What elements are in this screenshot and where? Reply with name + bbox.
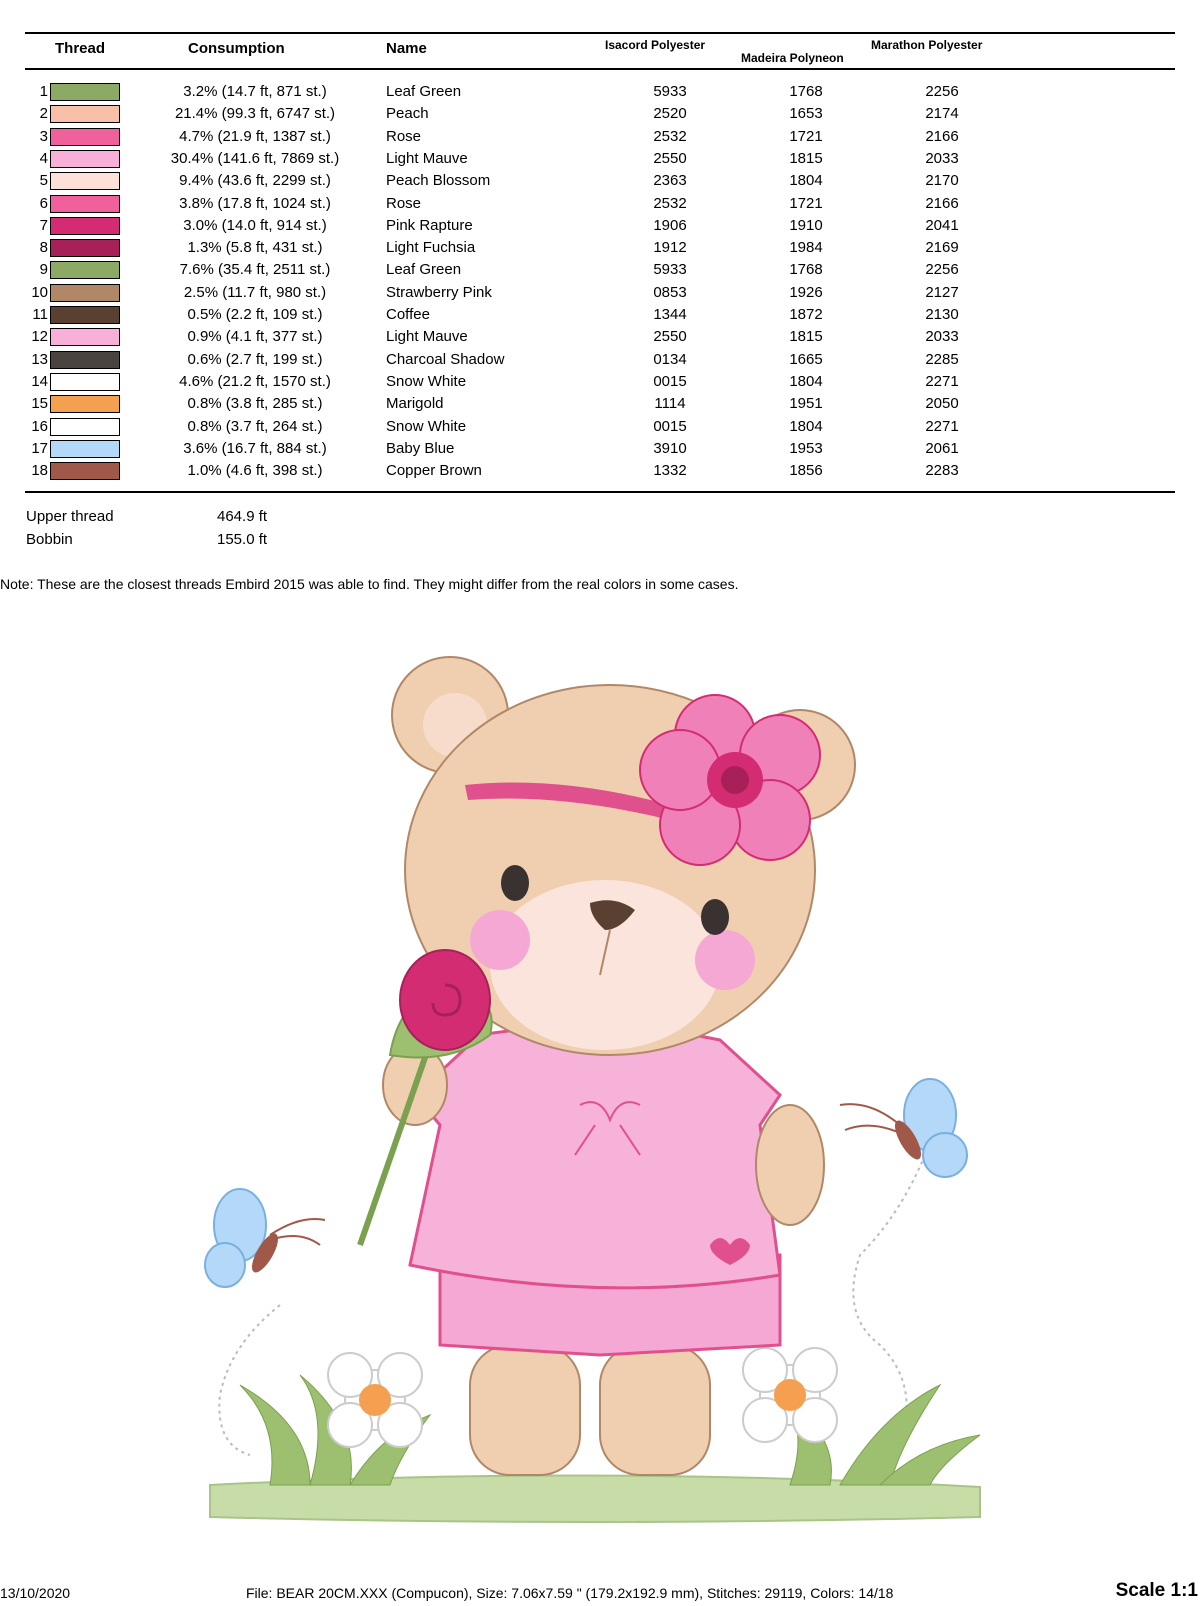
rose-bloom bbox=[400, 950, 490, 1050]
upper-thread-value: 464.9 ft bbox=[217, 508, 268, 525]
thread-name: Light Mauve bbox=[386, 149, 468, 167]
isacord-code: 1344 bbox=[653, 306, 687, 323]
thread-number: 3 bbox=[39, 127, 48, 145]
madeira-code: 1815 bbox=[789, 149, 823, 167]
thread-number: 13 bbox=[31, 350, 48, 368]
thread-number: 9 bbox=[39, 261, 48, 279]
isacord-code: 3910 bbox=[653, 439, 687, 457]
madeira-code: 1872 bbox=[789, 306, 823, 323]
thread-number: 12 bbox=[31, 328, 48, 346]
thread-number: 18 bbox=[31, 462, 48, 480]
thread-consumption: 2.5% (11.7 ft, 980 st.) bbox=[183, 283, 327, 301]
table-row bbox=[0, 171, 1200, 193]
isacord-code: 2550 bbox=[653, 149, 687, 167]
isacord-code: 0134 bbox=[653, 350, 687, 368]
marathon-code: 2256 bbox=[925, 83, 959, 100]
thread-name: Light Mauve bbox=[386, 328, 468, 346]
marathon-code: 2271 bbox=[925, 372, 959, 390]
daisy-right bbox=[743, 1348, 837, 1442]
marathon-code: 2033 bbox=[925, 149, 959, 167]
header-marathon: Marathon Polyester bbox=[871, 38, 983, 52]
madeira-code: 1768 bbox=[789, 83, 823, 100]
thread-consumption: 0.5% (2.2 ft, 109 st.) bbox=[187, 306, 323, 323]
thread-name: Light Fuchsia bbox=[386, 239, 476, 257]
thread-name: Peach bbox=[386, 105, 429, 123]
madeira-code: 1768 bbox=[789, 261, 823, 279]
thread-color-swatch bbox=[50, 418, 120, 436]
thread-number: 15 bbox=[31, 395, 48, 413]
header-madeira: Madeira Polyneon bbox=[741, 51, 844, 65]
marathon-code: 2166 bbox=[925, 127, 959, 145]
isacord-code: 2550 bbox=[653, 328, 687, 346]
header-name: Name bbox=[386, 40, 427, 57]
thread-number: 5 bbox=[39, 172, 48, 190]
footer-file-info: File: BEAR 20CM.XXX (Compucon), Size: 7.06x7.59 " (179.2x192.9 mm), Stitches: 29119, Colors: 14/18 bbox=[246, 1585, 894, 1601]
table-row bbox=[0, 417, 1200, 439]
table-row bbox=[0, 194, 1200, 216]
thread-name: Rose bbox=[386, 127, 422, 145]
thread-color-swatch bbox=[50, 373, 120, 391]
thread-consumption: 4.7% (21.9 ft, 1387 st.) bbox=[179, 127, 331, 145]
table-row bbox=[0, 260, 1200, 282]
madeira-code: 1665 bbox=[789, 350, 823, 368]
marathon-code: 2166 bbox=[925, 194, 959, 212]
marathon-code: 2169 bbox=[925, 239, 959, 257]
thread-color-swatch bbox=[50, 195, 120, 213]
butterfly-right bbox=[840, 1079, 967, 1177]
thread-name: Coffee bbox=[386, 306, 430, 323]
thread-number: 17 bbox=[31, 439, 48, 457]
thread-number: 10 bbox=[31, 283, 48, 301]
header-consumption: Consumption bbox=[188, 40, 285, 57]
thread-number: 6 bbox=[39, 194, 48, 212]
thread-name: Copper Brown bbox=[386, 462, 482, 480]
thread-number: 11 bbox=[32, 306, 48, 323]
madeira-code: 1984 bbox=[789, 239, 823, 257]
thread-name: Baby Blue bbox=[386, 439, 455, 457]
table-row bbox=[0, 82, 1200, 104]
isacord-code: 1332 bbox=[653, 462, 687, 480]
thread-name: Strawberry Pink bbox=[386, 283, 492, 301]
madeira-code: 1804 bbox=[789, 372, 823, 390]
thread-consumption: 30.4% (141.6 ft, 7869 st.) bbox=[170, 149, 340, 167]
thread-color-swatch bbox=[50, 261, 120, 279]
madeira-code: 1856 bbox=[789, 462, 823, 480]
marathon-code: 2033 bbox=[925, 328, 959, 346]
thread-color-swatch bbox=[50, 217, 120, 235]
table-row bbox=[0, 127, 1200, 149]
marathon-code: 2283 bbox=[925, 462, 959, 480]
madeira-code: 1910 bbox=[789, 216, 823, 234]
thread-number: 8 bbox=[39, 239, 48, 257]
thread-color-swatch bbox=[50, 462, 120, 480]
thread-consumption: 3.0% (14.0 ft, 914 st.) bbox=[183, 216, 327, 234]
bobbin-label: Bobbin bbox=[26, 531, 73, 548]
marathon-code: 2061 bbox=[925, 439, 959, 457]
bottom-rule bbox=[25, 491, 1175, 493]
madeira-code: 1804 bbox=[789, 417, 823, 435]
thread-number: 2 bbox=[39, 105, 48, 123]
thread-color-swatch bbox=[50, 306, 120, 324]
butterfly-left bbox=[205, 1189, 325, 1287]
marathon-code: 2174 bbox=[925, 105, 959, 123]
header-isacord: Isacord Polyester bbox=[605, 38, 706, 52]
madeira-code: 1804 bbox=[789, 172, 823, 190]
isacord-code: 2532 bbox=[653, 127, 687, 145]
thread-consumption: 0.6% (2.7 ft, 199 st.) bbox=[187, 350, 323, 368]
marathon-code: 2271 bbox=[925, 417, 959, 435]
table-row bbox=[0, 327, 1200, 349]
marathon-code: 2050 bbox=[925, 395, 959, 413]
thread-consumption: 9.4% (43.6 ft, 2299 st.) bbox=[179, 172, 331, 190]
madeira-code: 1815 bbox=[789, 328, 823, 346]
madeira-code: 1951 bbox=[789, 395, 823, 413]
isacord-code: 1912 bbox=[653, 239, 687, 257]
thread-name: Rose bbox=[386, 194, 422, 212]
footer-date: 13/10/2020 bbox=[0, 1585, 71, 1601]
table-row bbox=[0, 394, 1200, 416]
bear-eye-right bbox=[701, 899, 729, 935]
thread-consumption: 3.2% (14.7 ft, 871 st.) bbox=[183, 83, 327, 100]
thread-consumption: 0.8% (3.7 ft, 264 st.) bbox=[187, 417, 323, 435]
top-rule bbox=[25, 32, 1175, 34]
bear-cheek-right bbox=[695, 930, 755, 990]
madeira-code: 1953 bbox=[789, 439, 823, 457]
madeira-code: 1653 bbox=[789, 105, 823, 123]
isacord-code: 1906 bbox=[653, 216, 687, 234]
table-row bbox=[0, 238, 1200, 260]
bear-arm-right bbox=[756, 1105, 824, 1225]
madeira-code: 1721 bbox=[789, 127, 823, 145]
thread-color-swatch bbox=[50, 239, 120, 257]
thread-number: 14 bbox=[31, 372, 48, 390]
marathon-code: 2285 bbox=[925, 350, 959, 368]
bear-leg-left bbox=[470, 1345, 580, 1475]
table-row bbox=[0, 439, 1200, 461]
table-row bbox=[0, 372, 1200, 394]
thread-name: Charcoal Shadow bbox=[386, 350, 505, 368]
thread-consumption: 4.6% (21.2 ft, 1570 st.) bbox=[179, 372, 331, 390]
thread-consumption: 0.8% (3.8 ft, 285 st.) bbox=[187, 395, 323, 413]
madeira-code: 1926 bbox=[789, 283, 823, 301]
thread-color-swatch bbox=[50, 105, 120, 123]
note-text: Note: These are the closest threads Embird 2015 was able to find. They might differ from the real colors in some cases. bbox=[0, 576, 739, 592]
isacord-code: 5933 bbox=[653, 261, 687, 279]
thread-color-swatch bbox=[50, 150, 120, 168]
thread-name: Leaf Green bbox=[386, 83, 462, 100]
marathon-code: 2127 bbox=[925, 283, 959, 301]
thread-name: Pink Rapture bbox=[386, 216, 473, 234]
table-row bbox=[0, 104, 1200, 126]
thread-consumption: 3.6% (16.7 ft, 884 st.) bbox=[183, 439, 327, 457]
thread-color-swatch bbox=[50, 128, 120, 146]
isacord-code: 5933 bbox=[653, 83, 687, 100]
thread-color-swatch bbox=[50, 440, 120, 458]
footer-scale: Scale 1:1 bbox=[1115, 1580, 1198, 1601]
thread-consumption: 0.9% (4.1 ft, 377 st.) bbox=[187, 328, 323, 346]
thread-consumption: 1.0% (4.6 ft, 398 st.) bbox=[187, 462, 323, 480]
isacord-code: 0015 bbox=[653, 372, 687, 390]
marathon-code: 2041 bbox=[925, 216, 959, 234]
marathon-code: 2256 bbox=[925, 261, 959, 279]
thread-name: Snow White bbox=[386, 372, 467, 390]
isacord-code: 0853 bbox=[653, 283, 687, 301]
thread-number: 4 bbox=[39, 149, 48, 167]
thread-color-swatch bbox=[50, 351, 120, 369]
madeira-code: 1721 bbox=[789, 194, 823, 212]
thread-name: Marigold bbox=[386, 395, 444, 413]
thread-color-swatch bbox=[50, 284, 120, 302]
bear-embroidery-design bbox=[200, 655, 1000, 1525]
thread-color-swatch bbox=[50, 83, 120, 101]
thread-number: 7 bbox=[39, 216, 48, 234]
marathon-code: 2170 bbox=[925, 172, 959, 190]
header-thread: Thread bbox=[55, 40, 106, 57]
isacord-code: 0015 bbox=[653, 417, 687, 435]
thread-name: Peach Blossom bbox=[386, 172, 491, 190]
thread-consumption: 3.8% (17.8 ft, 1024 st.) bbox=[179, 194, 331, 212]
isacord-code: 1114 bbox=[654, 395, 686, 413]
table-row bbox=[0, 283, 1200, 305]
thread-consumption: 1.3% (5.8 ft, 431 st.) bbox=[187, 239, 323, 257]
upper-thread-label: Upper thread bbox=[26, 508, 114, 525]
daisy-left bbox=[328, 1353, 422, 1447]
table-row bbox=[0, 461, 1200, 483]
thread-consumption: 7.6% (35.4 ft, 2511 st.) bbox=[179, 261, 331, 279]
thread-color-swatch bbox=[50, 172, 120, 190]
table-row bbox=[0, 305, 1200, 327]
thread-color-swatch bbox=[50, 328, 120, 346]
thread-number: 1 bbox=[39, 83, 48, 100]
thread-number: 16 bbox=[31, 417, 48, 435]
isacord-code: 2532 bbox=[653, 194, 687, 212]
marathon-code: 2130 bbox=[925, 306, 959, 323]
bear-leg-right bbox=[600, 1345, 710, 1475]
table-row bbox=[0, 350, 1200, 372]
thread-consumption: 21.4% (99.3 ft, 6747 st.) bbox=[174, 105, 336, 123]
table-row bbox=[0, 216, 1200, 238]
thread-color-swatch bbox=[50, 395, 120, 413]
thread-name: Snow White bbox=[386, 417, 467, 435]
isacord-code: 2520 bbox=[653, 105, 687, 123]
bobbin-value: 155.0 ft bbox=[217, 531, 268, 548]
thread-name: Leaf Green bbox=[386, 261, 462, 279]
isacord-code: 2363 bbox=[653, 172, 687, 190]
table-row bbox=[0, 149, 1200, 171]
header-rule bbox=[25, 68, 1175, 70]
bear-eye-left bbox=[501, 865, 529, 901]
bear-cheek-left bbox=[470, 910, 530, 970]
